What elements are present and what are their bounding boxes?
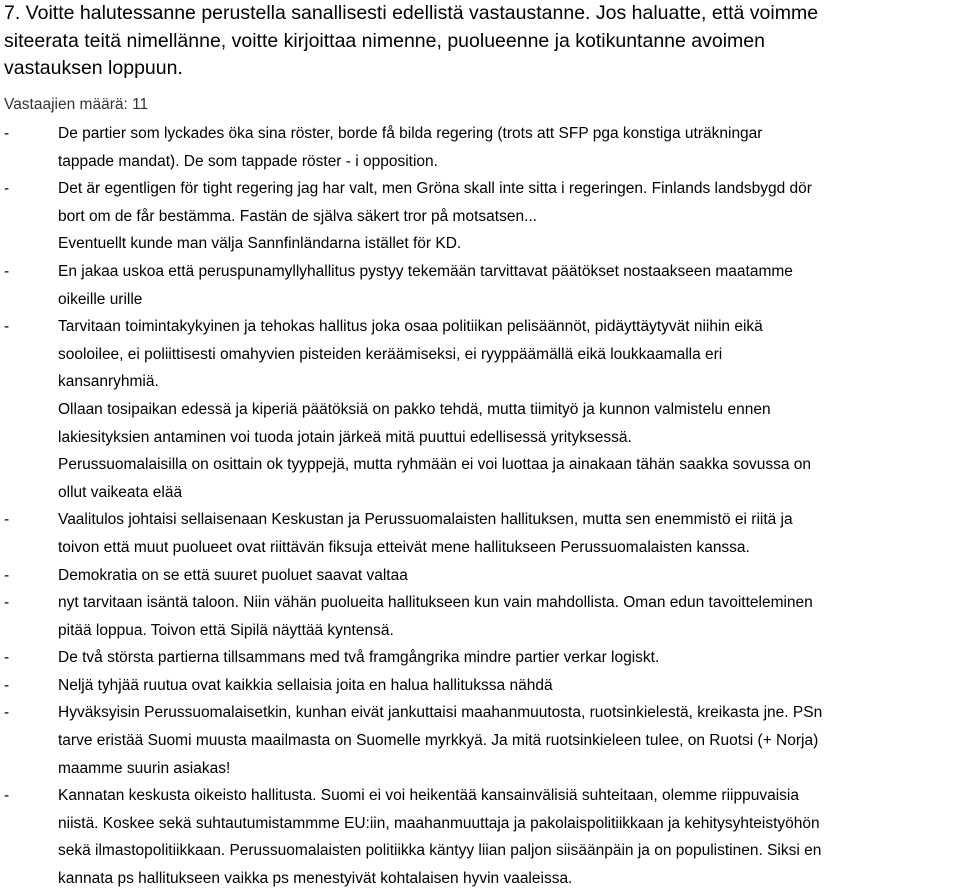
answer-text-line: tappade mandat). De som tappade röster - i opposition.	[58, 152, 438, 170]
answer-item	[0, 451, 960, 506]
bullet-dash: -	[4, 125, 10, 142]
answer-item	[0, 120, 960, 175]
answer-text-line: Ollaan tosipaikan edessä ja kiperiä päätöksiä on pakko tehdä, mutta tiimityö ja kunnon valmistelu ennen	[58, 400, 771, 418]
bullet-dash: -	[4, 262, 10, 280]
answer-list	[0, 120, 960, 893]
bullet-dash: -	[4, 566, 10, 584]
answer-item	[0, 175, 960, 258]
bullet-dash: -	[4, 594, 10, 612]
answer-text-line: tarve eristää Suomi muusta maailmasta on Suomelle myrkkyä. Ja mitä ruotsinkieleen tulee, on Ruotsi (+ Norja)	[58, 732, 819, 750]
answer-text-line: lakiesityksien antaminen voi tuoda jotain järkeä mitä puuttui edellisessä yrityksessä.	[58, 428, 632, 446]
answer-text-line: Hyväksyisin Perussuomalaisetkin, kunhan eivät jankuttaisi maahanmuutosta, ruotsinkielestä, kreikasta jne. PSn	[58, 704, 823, 722]
answer-text-line: Eventuellt kunde man välja Sannfinländarna istället för KD.	[58, 235, 462, 253]
answer-text-line: toivon että muut puolueet ovat riittävän fiksuja etteivät mene hallitukseen Perussuomalaisten kanssa.	[58, 538, 750, 556]
answer-text-line: Tarvitaan toimintakykyinen ja tehokas hallitus joka osaa politiikan pelisäännöt, pidäyttäytyvät niihin eikä	[58, 318, 763, 336]
answer-item	[0, 672, 960, 700]
bullet-dash: -	[4, 180, 10, 198]
answer-text-line: Demokratia on se että suuret puoluet saavat valtaa	[58, 566, 408, 584]
respondent-count: Vastaajien määrä: 11	[4, 96, 149, 113]
answer-item	[0, 396, 960, 451]
answer-item	[0, 782, 960, 892]
answer-text-line: Kannatan keskusta oikeisto hallitusta. Suomi ei voi heikentää kansainvälisiä suhteitaan, olemme riippuvaisia	[58, 787, 799, 805]
answer-item	[0, 562, 960, 590]
answer-text-line: Det är egentligen för tight regering jag har valt, men Gröna skall inte sitta i regeringen. Finlands landsbygd dör	[58, 180, 812, 198]
answer-text-line: nyt tarvitaan isäntä taloon. Niin vähän puolueita hallitukseen kun vain mahdollista. Oman edun tavoitteleminen	[58, 594, 813, 612]
answer-item	[0, 313, 960, 396]
bullet-dash: -	[4, 787, 10, 805]
answer-text-line: Neljä tyhjää ruutua ovat kaikkia sellaisia joita en halua hallitukssa nähdä	[58, 676, 553, 694]
answer-text-line: sooloilee, ei poliittisesti omahyvien pisteiden keräämiseksi, ei ryyppäämällä eikä loukkaamalla eri	[58, 345, 723, 363]
bullet-dash: -	[4, 676, 10, 694]
answer-text-line: oikeille urille	[58, 290, 143, 308]
answer-item	[0, 699, 960, 782]
bullet-dash: -	[4, 649, 10, 667]
question-title	[4, 0, 956, 83]
answer-text-line: kansanryhmiä.	[58, 373, 159, 391]
answer-text-line: ollut vaikeata elää	[58, 483, 183, 501]
answer-item	[0, 644, 960, 672]
answer-text-line: niistä. Koskee sekä suhtautumistammme EU:iin, maahanmuuttaja ja pakolaispolitiikkaan ja kehitysyhteistyöhön	[58, 814, 820, 832]
answer-item	[0, 506, 960, 561]
bullet-dash: -	[4, 318, 10, 336]
answer-item	[0, 258, 960, 313]
bullet-dash: -	[4, 704, 10, 722]
answer-text-line: bort om de får bestämma. Fastän de själva säkert tror på motsatsen...	[58, 207, 537, 225]
question-line: siteerata teitä nimellänne, voitte kirjoittaa nimenne, puolueenne ja kotikuntanne avoimen	[4, 29, 765, 52]
answer-text-line: pitää loppua. Toivon että Sipilä näyttää kyntensä.	[58, 621, 394, 639]
bullet-dash: -	[4, 511, 10, 529]
answer-text-line: Perussuomalaisilla on osittain ok tyyppejä, mutta ryhmään ei voi luottaa ja ainakaan tähän saakka sovussa on	[58, 456, 812, 474]
answer-text-line: maamme suurin asiakas!	[58, 759, 231, 777]
answer-text-line: De två största partierna tillsammans med två framgångrika mindre partier verkar logiskt.	[58, 649, 660, 667]
answer-text-line: kannata ps hallitukseen vaikka ps menestyivät kohtalaisen hyvin vaaleissa.	[58, 870, 573, 888]
question-line: 7. Voitte halutessanne perustella sanallisesti edellistä vastaustanne. Jos haluatte, että voimme	[4, 2, 819, 24]
answer-item	[0, 589, 960, 644]
answer-text-line: sekä ilmastopolitiikkaan. Perussuomalaisten politiikka käntyy liian paljon siisäänpäin ja on populistinen. Siksi en	[58, 842, 822, 860]
answer-text-line: Vaalitulos johtaisi sellaisenaan Keskustan ja Perussuomalaisten hallituksen, mutta sen enemmistö ei riitä ja	[58, 511, 793, 529]
answer-text-line: En jakaa uskoa että peruspunamyllyhallitus pystyy tekemään tarvittavat päätökset nostaakseen maatamme	[58, 262, 793, 280]
answer-text-line: De partier som lyckades öka sina röster, borde få bilda regering (trots att SFP pga konstiga uträkningar	[58, 125, 763, 142]
question-line: vastauksen loppuun.	[4, 57, 183, 79]
